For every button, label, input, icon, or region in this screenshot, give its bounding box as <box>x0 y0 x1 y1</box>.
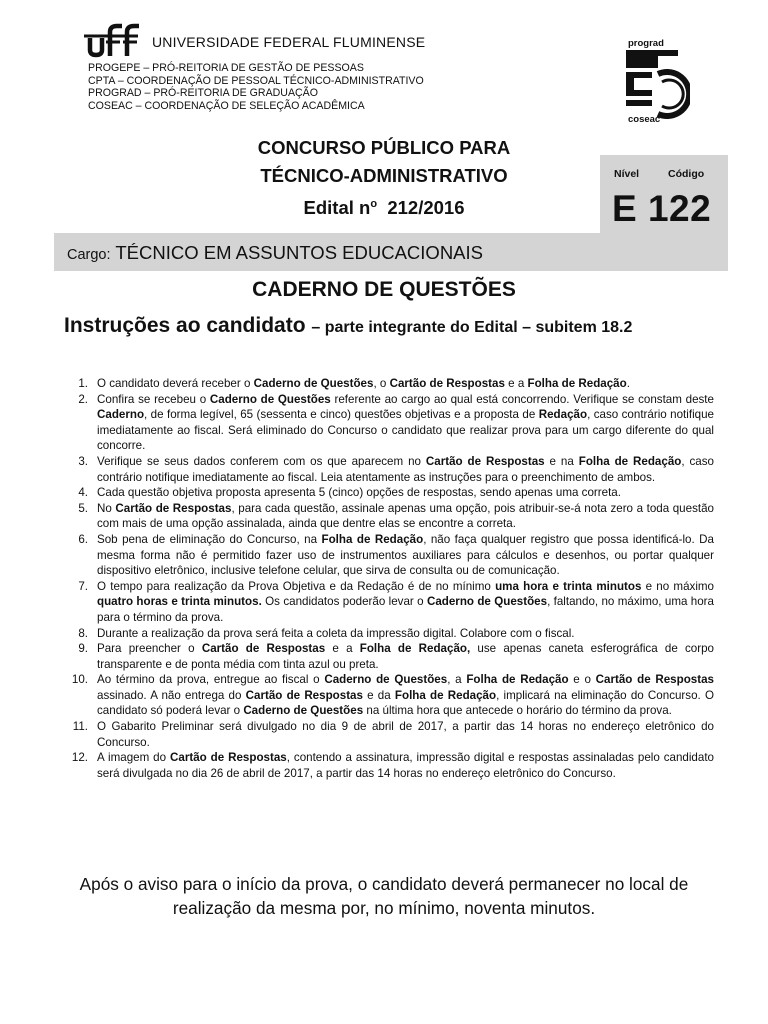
prograd-coseac-logo <box>614 36 690 124</box>
instruction-emphasis: Cartão de Respostas <box>389 377 505 390</box>
instruction-text: O tempo para realização da Prova Objetiva e da Redação é de no mínimo <box>97 579 496 593</box>
instruction-emphasis: Cartão de Respostas <box>595 673 715 687</box>
instruction-item <box>68 626 714 642</box>
instruction-number: 4. <box>78 486 88 500</box>
instruction-number: 9. <box>78 642 88 656</box>
uff-logo <box>82 22 144 58</box>
instruction-emphasis: Cartão de Respostas <box>170 751 287 765</box>
coseac-logo-text: coseac <box>628 114 661 124</box>
instruction-item <box>68 532 714 579</box>
org-line: CPTA – COORDENAÇÃO DE PESSOAL TÉCNICO-ADMINISTRATIVO <box>88 74 424 87</box>
instruction-item <box>68 672 714 719</box>
instruction-text: Verifique se seus dados conferem com os que aparecem no <box>97 454 426 468</box>
instruction-emphasis: Caderno <box>97 408 145 422</box>
instruction-text: . <box>626 377 630 390</box>
instruction-number: 2. <box>78 392 88 406</box>
exam-title-block <box>200 134 568 222</box>
instruction-text: O candidato deverá receber o <box>97 377 254 390</box>
instruction-text: Cada questão objetiva proposta apresenta 5 (cinco) opções de respostas, sendo apenas uma correta. <box>97 486 621 500</box>
instruction-item <box>68 501 714 532</box>
instruction-number: 10. <box>71 673 88 687</box>
instruction-number: 3. <box>78 454 88 468</box>
instruction-number: 6. <box>78 532 88 546</box>
exam-code: E 122 <box>612 188 712 229</box>
instruction-text: Os candidatos poderão levar o <box>261 595 427 609</box>
instruction-emphasis: Cartão de Respostas <box>425 454 545 468</box>
instruction-number: 11. <box>72 720 88 734</box>
org-line: PROGRAD – PRÓ-REITORIA DE GRADUAÇÃO <box>88 87 318 100</box>
instructions-title: Instruções ao candidato <box>64 314 306 337</box>
instruction-emphasis: Cartão de Respostas <box>115 501 232 515</box>
instruction-text: Sob pena de eliminação do Concurso, na <box>97 532 322 546</box>
instruction-text: e o <box>568 673 596 687</box>
instruction-emphasis: Caderno de Questões <box>253 377 374 390</box>
instruction-text: e da <box>362 688 395 702</box>
instruction-text: use apenas caneta esferográfica de corpo transparente e de ponta média com tinta azul ou preta. <box>97 642 715 671</box>
organization-list <box>88 62 424 112</box>
instruction-item <box>68 719 714 750</box>
instruction-number: 8. <box>78 626 88 640</box>
exam-title-line1: CONCURSO PÚBLICO PARA <box>257 137 511 158</box>
instruction-item <box>68 485 714 501</box>
instruction-emphasis: Folha de Redação <box>578 454 682 468</box>
instruction-text: , contendo a assinatura, impressão digital e respostas assinaladas pelo candidato será divulgada no dia 26 de abril de 2017, a partir das 14 horas no endereço eletrônico do Concurso. <box>97 751 714 780</box>
university-name: UNIVERSIDADE FEDERAL FLUMINENSE <box>152 34 426 50</box>
instruction-number: 5. <box>78 501 88 515</box>
instructions-subtitle: – parte integrante do Edital – subitem 18.2 <box>311 319 633 336</box>
instruction-text: , faltando, no máximo, uma hora para o término da prova. <box>97 595 714 624</box>
instruction-item <box>68 454 714 485</box>
edital-line <box>200 190 568 222</box>
instruction-item <box>68 579 714 626</box>
instruction-number: 1. <box>78 377 88 390</box>
exam-title-line2: TÉCNICO-ADMINISTRATIVO <box>260 165 508 186</box>
instruction-text: , caso contrário notifique imediatamente ao fiscal. Leia atentamente as instruções para o preenchimento de ambos. <box>97 454 715 484</box>
instruction-item <box>68 641 714 672</box>
instruction-text: , o <box>373 377 390 390</box>
instruction-emphasis: Caderno de Questões <box>243 704 364 718</box>
prograd-logo-text: prograd <box>628 38 664 49</box>
instruction-item <box>68 376 714 392</box>
footer-line2: realização da mesma por, no mínimo, noventa minutos. <box>172 898 596 918</box>
instruction-emphasis: Caderno de Questões <box>324 673 448 687</box>
edital-number: 212/2016 <box>387 197 465 219</box>
instruction-text: , caso contrário notifique imediatamente ao fiscal. Será eliminado do Concurso o candidato que realizar prova para um cargo diferente do qual concorre. <box>97 408 714 453</box>
edital-superscript: o <box>370 198 378 210</box>
cargo-label: Cargo: <box>67 247 111 263</box>
instruction-text: , a <box>447 673 467 687</box>
instruction-list <box>68 376 714 781</box>
instruction-text: , não faça qualquer registro que possa identificá-lo. Da mesma forma não é permitido fazer uso de instrumentos auxiliares para cálculos e desenhos, ou portar qualquer dispositivo eletrônico, inclusive telefone celular, que sirva de consulta ou de comunicação. <box>97 532 714 578</box>
instruction-text: e no máximo <box>641 579 715 593</box>
footer-notice <box>40 872 728 920</box>
instruction-text: O Gabarito Preliminar será divulgado no dia 9 de abril de 2017, a partir das 14 horas no endereço eletrônico do Concurso. <box>97 720 714 749</box>
instruction-number: 12. <box>71 751 88 765</box>
instruction-text: referente ao cargo ao qual está concorrendo. Verifique se constam deste <box>330 392 714 406</box>
instruction-text: assinado. A não entrega do <box>97 688 246 702</box>
instruction-text: Durante a realização da prova será feita a coleta da impressão digital. Colabore com o fiscal. <box>97 626 575 640</box>
codigo-label: Código <box>668 168 705 180</box>
instruction-item <box>68 750 714 781</box>
instruction-emphasis: Folha de Redação <box>394 688 497 702</box>
org-line: COSEAC – COORDENAÇÃO DE SELEÇÃO ACADÊMICA <box>88 99 365 112</box>
instruction-emphasis: Folha de Redação <box>466 673 569 687</box>
instruction-text: Para preencher o <box>97 642 202 656</box>
instruction-text: , de forma legível, 65 (sessenta e cinco) questões objetivas e a proposta de <box>144 408 539 422</box>
instruction-text: e a <box>325 642 360 656</box>
instruction-number: 7. <box>78 579 88 593</box>
instruction-text: No <box>97 501 116 515</box>
instruction-text: A imagem do <box>97 751 170 765</box>
instruction-emphasis: Caderno de Questões <box>426 595 548 609</box>
edital-prefix: Edital n <box>303 197 371 219</box>
instruction-emphasis: Folha de Redação <box>321 532 424 546</box>
instruction-text: e a <box>504 377 528 390</box>
instruction-emphasis: Cartão de Respostas <box>201 642 326 656</box>
cargo-line <box>67 242 483 264</box>
instruction-emphasis: Caderno de Questões <box>209 392 331 406</box>
instructions-heading <box>64 314 632 338</box>
footer-line1: Após o aviso para o início da prova, o candidato deverá permanecer no local de <box>79 874 689 894</box>
instruction-text: e na <box>544 454 579 468</box>
instruction-text: Confira se recebeu o <box>97 392 210 406</box>
instruction-emphasis: uma hora e trinta minutos <box>495 579 642 593</box>
instruction-emphasis: Redação <box>538 408 588 422</box>
nivel-label: Nível <box>614 168 640 180</box>
instruction-text: na última hora que antecede o horário do término da prova. <box>363 704 672 718</box>
org-line: PROGEPE – PRÓ-REITORIA DE GESTÃO DE PESSOAS <box>88 62 364 74</box>
instruction-emphasis: quatro horas e trinta minutos. <box>97 595 262 609</box>
instruction-emphasis: Folha de Redação, <box>359 642 471 656</box>
instruction-text: Ao término da prova, entregue ao fiscal o <box>97 673 325 687</box>
instruction-emphasis: Cartão de Respostas <box>245 688 363 702</box>
section-title: CADERNO DE QUESTÕES <box>252 278 516 301</box>
instruction-item <box>68 392 714 454</box>
instruction-text: , para cada questão, assinale apenas uma opção, pois atribuir-se-á nota zero a toda questão com mais de uma opção assinalada, ainda que dentre elas se encontre a correta. <box>97 501 714 531</box>
instruction-text: , implicará na eliminação do Concurso. O candidato só poderá levar o <box>97 688 714 718</box>
cargo-value: TÉCNICO EM ASSUNTOS EDUCACIONAIS <box>115 242 484 263</box>
instruction-emphasis: Folha de Redação <box>527 377 627 390</box>
